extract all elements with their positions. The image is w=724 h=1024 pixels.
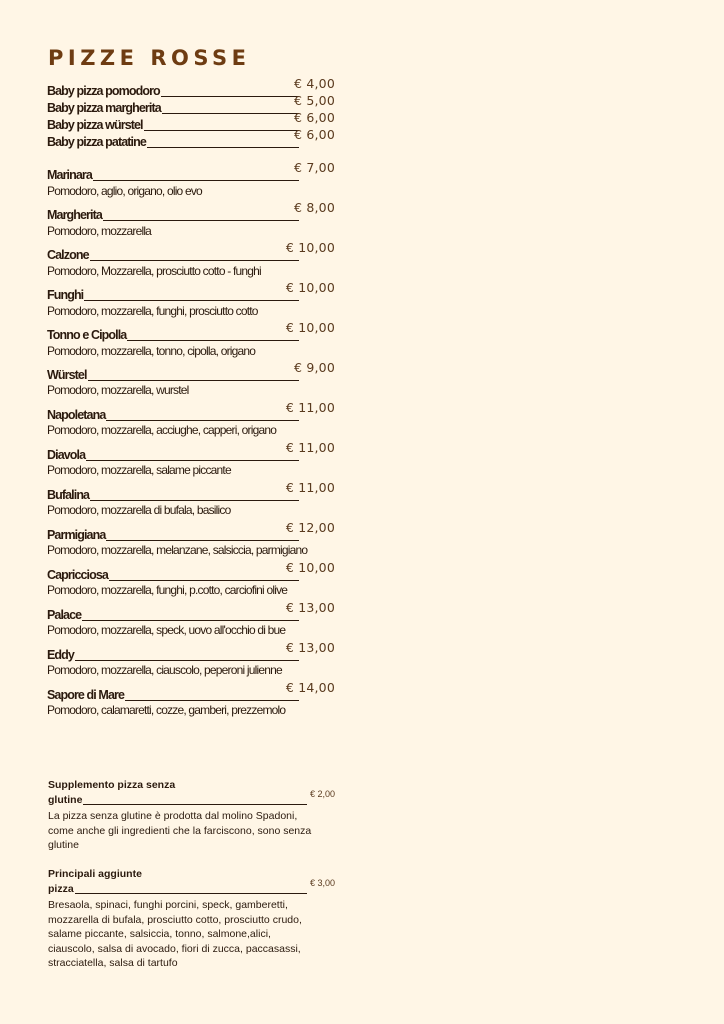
item-price: € 6,00 — [294, 127, 335, 142]
menu-item-row — [47, 560, 335, 582]
item-name: Parmigiana — [47, 528, 106, 542]
item-name: Margherita — [47, 208, 102, 222]
item-price: € 10,00 — [285, 560, 335, 575]
item-name: Baby pizza patatine — [47, 135, 146, 149]
item-price: € 11,00 — [285, 440, 335, 455]
item-description: Pomodoro, mozzarella — [47, 224, 152, 238]
item-description: Pomodoro, mozzarella, salame piccante — [47, 463, 231, 477]
item-price: € 6,00 — [294, 110, 335, 125]
item-description: Pomodoro, mozzarella, speck, uovo all'occhio di bue — [47, 623, 286, 637]
leader-line — [48, 804, 307, 805]
menu-item-row — [47, 680, 335, 702]
supplement-name: glutine — [48, 794, 83, 806]
item-name: Baby pizza margherita — [47, 101, 161, 115]
menu-item-row — [47, 360, 335, 382]
menu-item-row — [47, 400, 335, 422]
item-description: Pomodoro, mozzarella, funghi, prosciutto cotto — [47, 304, 258, 318]
menu-item-row — [47, 93, 335, 115]
menu-item-row — [47, 320, 335, 342]
item-description: Pomodoro, mozzarella, wurstel — [47, 383, 189, 397]
leader-line — [47, 660, 299, 661]
leader-line — [48, 893, 307, 894]
item-description: Pomodoro, mozzarella di bufala, basilico — [47, 503, 231, 517]
item-name: Sapore di Mare — [47, 688, 125, 702]
item-description: Pomodoro, mozzarella, ciauscolo, peperoni julienne — [47, 663, 282, 677]
menu-item-row — [47, 600, 335, 622]
item-price: € 8,00 — [294, 200, 335, 215]
item-price: € 14,00 — [285, 680, 335, 695]
additions-row — [48, 878, 335, 895]
item-price: € 11,00 — [285, 400, 335, 415]
item-description: Pomodoro, Mozzarella, prosciutto cotto - funghi — [47, 264, 261, 278]
item-price: € 10,00 — [285, 240, 335, 255]
menu-item-row — [47, 480, 335, 502]
item-price: € 13,00 — [285, 640, 335, 655]
additions-description: Bresaola, spinaci, funghi porcini, speck, gamberetti, mozzarella di bufala, prosciutto cotto, prosciutto crudo, salame piccante, salsiccia, tonno, salmone,alici, ciauscolo, salsa di avocado, fiori di zucca, paccasassi, stracciatella, salsa di tartufo — [48, 899, 302, 969]
menu-item-row — [47, 520, 335, 542]
menu-item-row — [47, 280, 335, 302]
additions-title: Principali aggiunte — [48, 868, 142, 880]
item-name: Calzone — [47, 248, 89, 262]
item-price: € 4,00 — [294, 76, 335, 91]
item-name: Napoletana — [47, 408, 106, 422]
supplement-row — [48, 789, 335, 806]
item-name: Bufalina — [47, 488, 90, 502]
item-price: € 10,00 — [285, 280, 335, 295]
supplement-description: La pizza senza glutine è prodotta dal molino Spadoni, come anche gli ingredienti che la farciscono, sono senza glutine — [48, 810, 312, 851]
item-description: Pomodoro, mozzarella, tonno, cipolla, origano — [47, 344, 256, 358]
supplement-title: Supplemento pizza senza — [48, 779, 176, 791]
item-name: Capricciosa — [47, 568, 108, 582]
item-name: Palace — [47, 608, 82, 622]
menu-item-row — [47, 240, 335, 262]
item-name: Eddy — [47, 648, 74, 662]
menu-item-row — [47, 440, 335, 462]
additions-name: pizza — [48, 883, 74, 895]
item-name: Diavola — [47, 448, 86, 462]
item-description: Pomodoro, calamaretti, cozze, gamberi, prezzemolo — [47, 703, 286, 717]
additions-price: € 3,00 — [309, 878, 335, 888]
item-description: Pomodoro, mozzarella, melanzane, salsiccia, parmigiano — [47, 543, 308, 557]
item-description: Pomodoro, mozzarella, funghi, p.cotto, carciofini olive — [47, 583, 288, 597]
menu-item-row — [47, 160, 335, 182]
item-price: € 12,00 — [285, 520, 335, 535]
item-price: € 11,00 — [285, 480, 335, 495]
item-name: Tonno e Cipolla — [47, 328, 127, 342]
item-name: Baby pizza würstel — [47, 118, 143, 132]
item-price: € 13,00 — [285, 600, 335, 615]
item-name: Marinara — [47, 168, 92, 182]
menu-item-row — [47, 110, 335, 132]
item-price: € 7,00 — [294, 160, 335, 175]
supplement-price: € 2,00 — [309, 789, 335, 799]
menu-item-row — [47, 76, 335, 98]
item-price: € 10,00 — [285, 320, 335, 335]
item-name: Würstel — [47, 368, 87, 382]
item-name: Funghi — [47, 288, 84, 302]
item-name: Baby pizza pomodoro — [47, 84, 160, 98]
menu-item-row — [47, 200, 335, 222]
item-price: € 9,00 — [294, 360, 335, 375]
leader-line — [47, 300, 299, 301]
item-description: Pomodoro, aglio, origano, olio evo — [47, 184, 202, 198]
item-description: Pomodoro, mozzarella, acciughe, capperi, origano — [47, 423, 277, 437]
menu-item-row — [47, 127, 335, 149]
leader-line — [47, 620, 299, 621]
menu-item-row — [47, 640, 335, 662]
item-price: € 5,00 — [294, 93, 335, 108]
section-title: PIZZE ROSSE — [48, 46, 251, 70]
